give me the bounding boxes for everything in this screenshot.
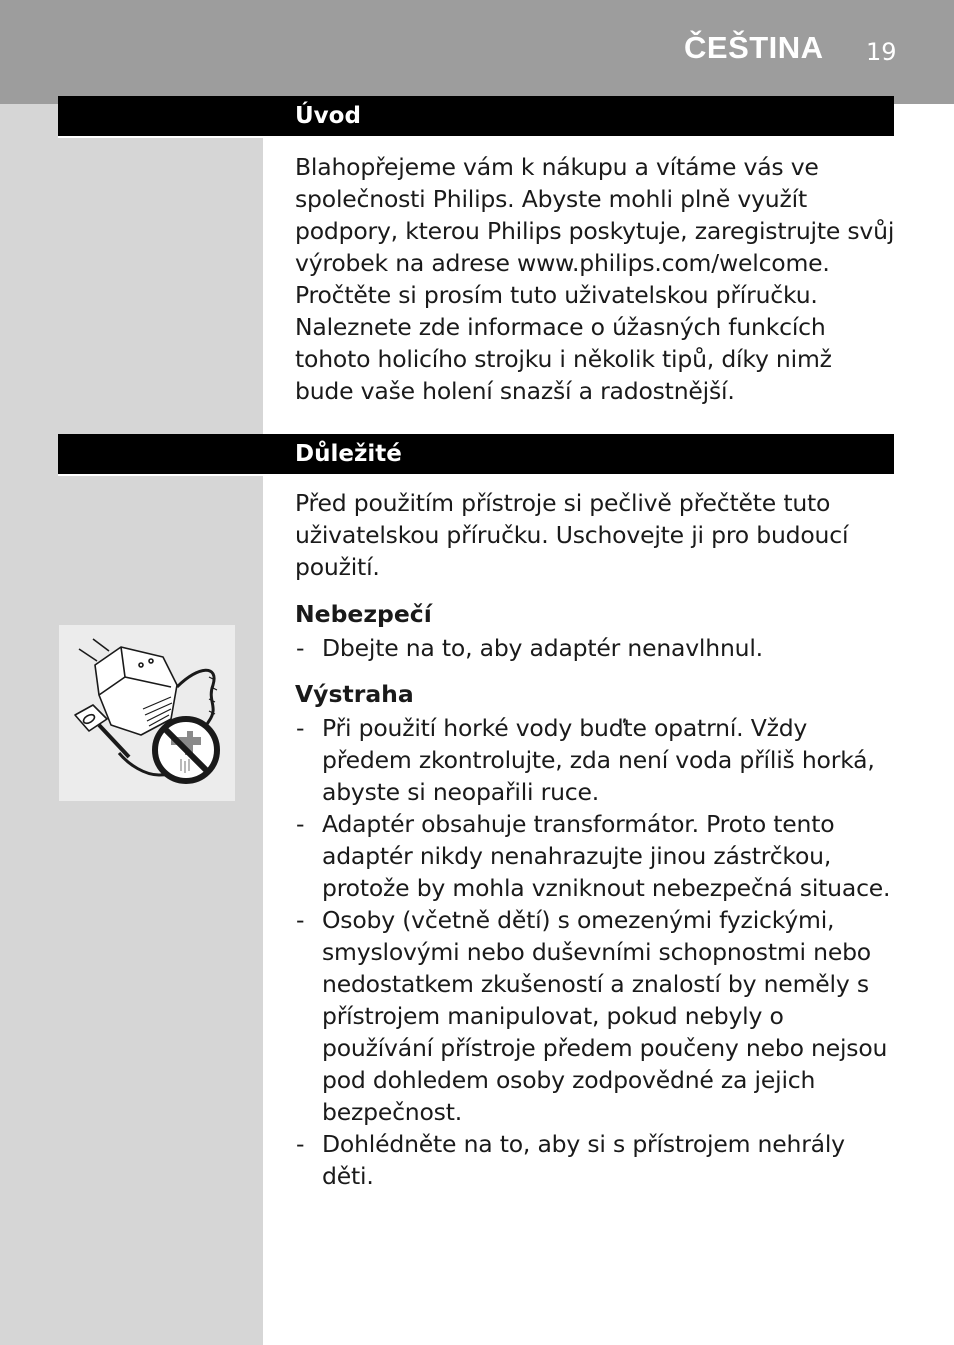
- intro-paragraph: Blahopřejeme vám k nákupu a vítáme vás ve společnosti Philips. Abyste mohli plně využít podpory, kterou Philips poskytuje, zaregistrujte svůj výrobek na adrese www.philips.com/welcome. Pročtěte si prosím tuto uživatelskou příručku. Naleznete zde informace o úžasných funkcích tohoto holicího strojku i několik tipů, díky nimž bude vaše holení snazší a radostnější.: [295, 153, 895, 405]
- danger-list: [295, 632, 900, 664]
- list-item: - Dohlédněte na to, aby si s přístrojem nehrály děti.: [295, 1128, 900, 1192]
- illustration-panel: [59, 625, 235, 801]
- list-item: - Při použití horké vody buďte opatrní. Vždy předem zkontrolujte, zda není voda příliš horká, abyste si neopařili ruce.: [295, 712, 900, 808]
- adapter-no-water-icon: [59, 625, 235, 801]
- list-item: - Adaptér obsahuje transformátor. Proto tento adaptér nikdy nenahrazujte jinou zástrčkou, protože by mohla vzniknout nebezpečná situace.: [295, 808, 900, 904]
- important-paragraph: Před použitím přístroje si pečlivě přečtěte tuto uživatelskou příručku. Uschovejte ji pro budoucí použití.: [295, 489, 849, 581]
- language-title: ČEŠTINA: [684, 30, 824, 65]
- section-header-important: [58, 434, 894, 476]
- list-item: - Dbejte na to, aby adaptér nenavlhnul.: [295, 632, 900, 664]
- warning-list: [295, 712, 900, 1192]
- illustration-pointer: [235, 628, 263, 654]
- list-item: - Osoby (včetně dětí) s omezenými fyzickými, smyslovými nebo duševními schopnostmi nebo nedostatkem zkušeností a znalostí by neměly s přístrojem manipulovat, pokud nebyly o používání přístroje předem poučeny nebo nejsou pod dohledem osoby zodpovědné za jejich bezpečnost.: [295, 904, 900, 1128]
- section-header-intro: [58, 96, 894, 138]
- page-number: 19: [866, 38, 897, 66]
- danger-heading: Nebezpečí: [295, 600, 432, 628]
- warning-heading: Výstraha: [295, 680, 414, 708]
- section-title-intro: Úvod: [295, 103, 361, 129]
- section-title-important: Důležité: [295, 441, 402, 467]
